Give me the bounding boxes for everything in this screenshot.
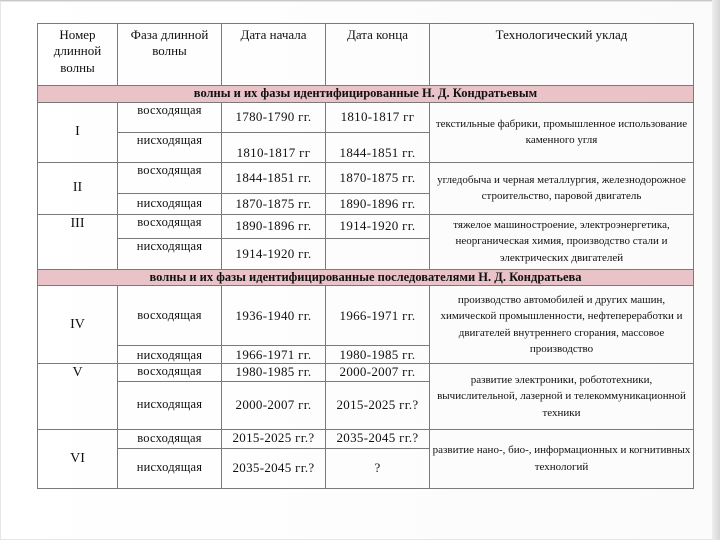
start-date-cell: 1966-1971 гг.	[222, 346, 326, 364]
end-date-cell	[326, 238, 430, 269]
header-end-date: Дата конца	[326, 24, 430, 86]
header-phase: Фаза длинной волны	[118, 24, 222, 86]
tech-cell: тяжелое машиностроение, электроэнергетика, неорганическая химия, производство стали и электрических двигателей	[430, 214, 694, 269]
header-wave-number: Номер длинной волны	[38, 24, 118, 86]
table-row	[38, 364, 694, 381]
start-date-cell: 1890-1896 гг.	[222, 214, 326, 238]
start-date-cell: 1844-1851 гг.	[222, 162, 326, 193]
phase-cell: нисходящая	[118, 238, 222, 269]
wave-number: III	[38, 214, 118, 269]
end-date-cell: 1966-1971 гг.	[326, 286, 430, 346]
header-start-date: Дата начала	[222, 24, 326, 86]
end-date-cell: 2035-2045 гг.?	[326, 429, 430, 448]
kondratiev-waves-table	[37, 23, 694, 489]
section-title: волны и их фазы идентифицированные Н. Д. Кондратьевым	[38, 86, 694, 103]
table-row	[38, 286, 694, 346]
tech-cell: производство автомобилей и других машин, химической промышленности, нефтепереработки и двигателей внутреннего сгорания, массовое производство	[430, 286, 694, 364]
header-row	[38, 24, 694, 86]
table-row	[38, 429, 694, 448]
start-date-cell: 1914-1920 гг.	[222, 238, 326, 269]
end-date-cell: 2000-2007 гг.	[326, 364, 430, 381]
end-date-cell: 2015-2025 гг.?	[326, 381, 430, 429]
tech-cell: развитие электроники, робототехники, вычислительной, лазерной и телекоммуникационной техники	[430, 364, 694, 429]
wave-number: V	[38, 364, 118, 429]
slide-edge	[712, 0, 720, 540]
end-date-cell: 1810-1817 гг	[326, 102, 430, 132]
phase-cell: восходящая	[118, 364, 222, 381]
section-band	[38, 269, 694, 286]
phase-cell: нисходящая	[118, 346, 222, 364]
phase-cell: нисходящая	[118, 193, 222, 214]
end-date-cell: 1890-1896 гг.	[326, 193, 430, 214]
wave-number: I	[38, 102, 118, 162]
header-tech: Технологический уклад	[430, 24, 694, 86]
phase-cell: восходящая	[118, 214, 222, 238]
end-date-cell: 1844-1851 гг.	[326, 132, 430, 162]
table-row	[38, 162, 694, 193]
start-date-cell: 2015-2025 гг.?	[222, 429, 326, 448]
tech-cell: текстильные фабрики, промышленное использование каменного угля	[430, 102, 694, 162]
tech-cell: развитие нано-, био-, информационных и когнитивных технологий	[430, 429, 694, 488]
end-date-cell: 1980-1985 гг.	[326, 346, 430, 364]
table-row	[38, 102, 694, 132]
table-row	[38, 214, 694, 238]
phase-cell: восходящая	[118, 286, 222, 346]
end-date-cell: 1870-1875 гг.	[326, 162, 430, 193]
wave-number: VI	[38, 429, 118, 488]
start-date-cell: 1980-1985 гг.	[222, 364, 326, 381]
phase-cell: нисходящая	[118, 448, 222, 488]
start-date-cell: 1780-1790 гг.	[222, 102, 326, 132]
section-band	[38, 86, 694, 103]
start-date-cell: 1870-1875 гг.	[222, 193, 326, 214]
wave-number: IV	[38, 286, 118, 364]
tech-cell: угледобыча и черная металлургия, железнодорожное строительство, паровой двигатель	[430, 162, 694, 214]
start-date-cell: 1936-1940 гг.	[222, 286, 326, 346]
wave-number: II	[38, 162, 118, 214]
start-date-cell: 2035-2045 гг.?	[222, 448, 326, 488]
section-title: волны и их фазы идентифицированные последователями Н. Д. Кондратьева	[38, 269, 694, 286]
phase-cell: нисходящая	[118, 381, 222, 429]
end-date-cell: 1914-1920 гг.	[326, 214, 430, 238]
start-date-cell: 1810-1817 гг	[222, 132, 326, 162]
phase-cell: восходящая	[118, 429, 222, 448]
phase-cell: восходящая	[118, 162, 222, 193]
phase-cell: нисходящая	[118, 132, 222, 162]
end-date-cell: ?	[326, 448, 430, 488]
start-date-cell: 2000-2007 гг.	[222, 381, 326, 429]
phase-cell: восходящая	[118, 102, 222, 132]
